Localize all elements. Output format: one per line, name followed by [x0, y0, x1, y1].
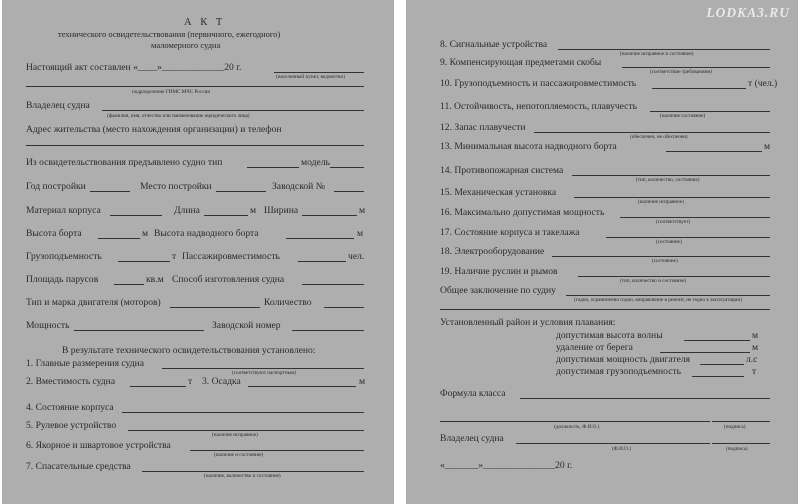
reg-field — [26, 86, 364, 87]
act-page-left — [2, 0, 394, 504]
item-1-hint: (соответствуют паспортным) — [232, 370, 297, 376]
general-conclusion-field — [566, 295, 770, 296]
count-label: Количество — [264, 297, 312, 308]
height-label: Высота борта — [26, 228, 82, 239]
item-14-field — [572, 175, 770, 176]
shore-distance-label: удаление от берега — [556, 342, 633, 353]
year-field — [90, 191, 130, 192]
serial-label: Заводской номер — [212, 320, 281, 331]
height-field — [98, 238, 140, 239]
item-17-field — [606, 237, 770, 238]
capacity-unit: т — [172, 251, 177, 262]
owner-name-field — [516, 443, 710, 444]
item-6-hint: (наличие и состояние) — [214, 452, 264, 458]
width-label: Ширина — [264, 205, 299, 216]
height-unit: м — [142, 228, 149, 239]
sail-label: Площадь парусов — [26, 274, 99, 285]
item-11-label: 11. Остойчивость, непотопляемость, плавучесть — [440, 101, 638, 112]
date-line: «_______»_______________20 г. — [440, 460, 573, 471]
item-4-label: 4. Состояние корпуса — [26, 402, 114, 413]
capacity-label: Грузоподъемность — [26, 251, 102, 262]
width-field — [302, 215, 357, 216]
item-12-field — [534, 132, 770, 133]
item-6-label: 6. Якорное и швартовое устройства — [26, 440, 171, 451]
engine-power-unit: л.с — [746, 354, 758, 365]
passengers-label: Пассажировместимость — [182, 251, 280, 262]
passengers-unit: чел. — [348, 251, 365, 262]
item-3-unit: м — [359, 376, 366, 387]
type-field — [247, 167, 299, 168]
item-15-label: 15. Механическая установка — [440, 187, 557, 198]
result-heading: В результате технического освидетельствования установлено: — [62, 345, 316, 356]
sail-field — [114, 284, 144, 285]
method-field — [302, 284, 364, 285]
engine-power-label: допустимая мощность двигателя — [556, 354, 691, 365]
item-4-field — [122, 412, 364, 413]
item-13-field — [666, 151, 762, 152]
length-unit: м — [250, 205, 257, 216]
owner-label: Владелец судна — [26, 100, 90, 111]
act-page-right — [406, 0, 798, 504]
item-17-hint: (состояние) — [656, 239, 682, 245]
presented-label: Из освидетельствования предъявлено судно тип — [26, 157, 223, 168]
item-5-hint: (наличие исправное) — [212, 432, 258, 438]
item-16-hint: (соответствует) — [656, 219, 691, 225]
item-13-unit: м — [764, 141, 771, 152]
count-field — [324, 307, 364, 308]
freeboard-unit: м — [357, 228, 364, 239]
owner-sign-field — [712, 443, 770, 444]
place-build-field — [216, 191, 266, 192]
item-10-field — [652, 88, 746, 89]
site-watermark: LODKA3.RU — [706, 5, 790, 20]
shore-distance-field — [660, 352, 750, 353]
act-title: А К Т — [184, 17, 226, 28]
general-conclusion-hint: (годно, ограниченно годно, направление в ремонт, не годно к эксплуатации) — [574, 297, 742, 303]
width-unit: м — [359, 205, 366, 216]
length-label: Длина — [174, 205, 200, 216]
inspector-sign-hint: (подпись) — [724, 424, 746, 430]
capacity-field — [118, 261, 170, 262]
item-11-field — [650, 111, 770, 112]
item-6-field — [190, 450, 364, 451]
item-9-hint: (соответствие требованиям) — [650, 69, 712, 75]
item-7-label: 7. Спасательные средства — [26, 461, 131, 472]
owner-sign-label: Владелец судна — [440, 433, 504, 444]
engine-power-field — [700, 364, 744, 365]
wave-height-label: допустимая высота волны — [556, 330, 663, 341]
item-5-label: 5. Рулевое устройство — [26, 420, 117, 431]
item-1-field — [162, 368, 364, 369]
item-14-label: 14. Противопожарная система — [440, 165, 564, 176]
max-capacity-label: допустимая грузоподъемность — [556, 366, 682, 377]
inspector-sign-field — [712, 421, 770, 422]
item-12-label: 12. Запас плавучести — [440, 122, 526, 133]
item-18-hint: (состояние) — [652, 258, 678, 264]
material-label: Материал корпуса — [26, 205, 101, 216]
shore-distance-unit: м — [752, 342, 759, 353]
item-19-hint: (тип, количество и состояние) — [620, 278, 687, 284]
reg-hint: подразделение ГИМС МЧС России — [132, 89, 211, 95]
item-2-field — [130, 386, 186, 387]
item-12-hint: (обеспечен, не обеспечен) — [630, 134, 688, 140]
address-field — [26, 145, 364, 146]
item-7-hint: (наличие, количество и состояние) — [204, 473, 281, 479]
item-3-field — [248, 386, 356, 387]
place-hint: (населенный пункт, ведомство) — [276, 74, 345, 80]
engine-field — [170, 307, 260, 308]
item-19-field — [578, 276, 770, 277]
item-14-hint: (тип, количество, состояние) — [636, 177, 700, 183]
owner-fio-hint: (Ф.И.О.) — [612, 446, 631, 452]
item-8-field — [558, 49, 770, 50]
item-16-field — [620, 217, 770, 218]
inspector-field — [440, 421, 710, 422]
power-field — [74, 330, 204, 331]
length-field — [204, 215, 248, 216]
power-label: Мощность — [26, 320, 70, 331]
factory-field — [334, 191, 364, 192]
serial-field — [292, 330, 364, 331]
item-18-field — [552, 256, 770, 257]
max-capacity-field — [692, 376, 744, 377]
wave-height-unit: м — [752, 330, 759, 341]
item-15-field — [574, 197, 770, 198]
act-subtitle-2: маломерного судна — [151, 40, 221, 50]
item-1-label: 1. Главные размерения судна — [26, 358, 145, 369]
item-5-field — [128, 430, 364, 431]
item-3-label: 3. Осадка — [202, 376, 241, 387]
item-10-label: 10. Грузоподъемность и пассажировместимость — [440, 78, 637, 89]
place-label: Место постройки — [140, 181, 212, 192]
freeboard-label: Высота надводного борта — [154, 228, 259, 239]
address-label: Адрес жительства (место нахождения организации) и телефон — [26, 124, 282, 135]
item-2-label: 2. Вместимость судна — [26, 376, 116, 387]
act-subtitle: технического освидетельствования (первичного, ежегодного) — [58, 29, 281, 39]
sail-unit: кв.м — [146, 274, 164, 285]
class-formula-label: Формула класса — [440, 388, 506, 399]
factory-label: Заводской № — [272, 181, 325, 192]
freeboard-field — [286, 238, 354, 239]
general-conclusion-label: Общее заключение по судну — [440, 285, 556, 296]
owner-field — [102, 110, 364, 111]
item-18-label: 18. Электрооборудование — [440, 246, 545, 257]
owner-sign-hint: (подпись) — [726, 446, 748, 452]
model-field — [330, 167, 364, 168]
max-capacity-unit: т — [752, 366, 757, 377]
intro-line: Настоящий акт составлен «____»_____________20 г. — [26, 62, 242, 73]
item-11-hint: (наличие состояние) — [660, 113, 706, 119]
item-7-field — [142, 471, 364, 472]
year-label: Год постройки — [26, 181, 86, 192]
general-conclusion-field-2 — [440, 309, 770, 310]
inspector-hint: (должность, Ф.И.О.) — [554, 424, 600, 430]
material-field — [110, 215, 162, 216]
wave-height-field — [684, 340, 750, 341]
engine-label: Тип и марка двигателя (моторов) — [26, 297, 161, 308]
place-field — [274, 72, 364, 73]
item-19-label: 19. Наличие руслин и рымов — [440, 266, 558, 277]
method-label: Способ изготовления судна — [172, 274, 285, 285]
item-16-label: 16. Максимально допустимая мощность — [440, 207, 605, 218]
area-label: Установленный район и условия плавания: — [440, 317, 616, 328]
item-15-hint: (наличие исправное) — [638, 199, 684, 205]
item-9-label: 9. Компенсирующая предметами скобы — [440, 57, 602, 68]
item-9-field — [622, 67, 770, 68]
item-10-unit: т (чел.) — [748, 78, 778, 89]
owner-hint: (фамилия, имя, отчество или наименование юридического лица) — [107, 113, 250, 119]
item-2-unit: т — [188, 376, 193, 387]
model-label: модель — [301, 157, 330, 168]
item-8-label: 8. Сигнальные устройства — [440, 39, 548, 50]
item-17-label: 17. Состояние корпуса и такелажа — [440, 227, 580, 238]
class-formula-field — [520, 398, 770, 399]
item-13-label: 13. Минимальная высота надводного борта — [440, 141, 617, 152]
item-8-hint: (наличие исправное и состояние) — [620, 51, 694, 57]
passengers-field — [298, 261, 346, 262]
